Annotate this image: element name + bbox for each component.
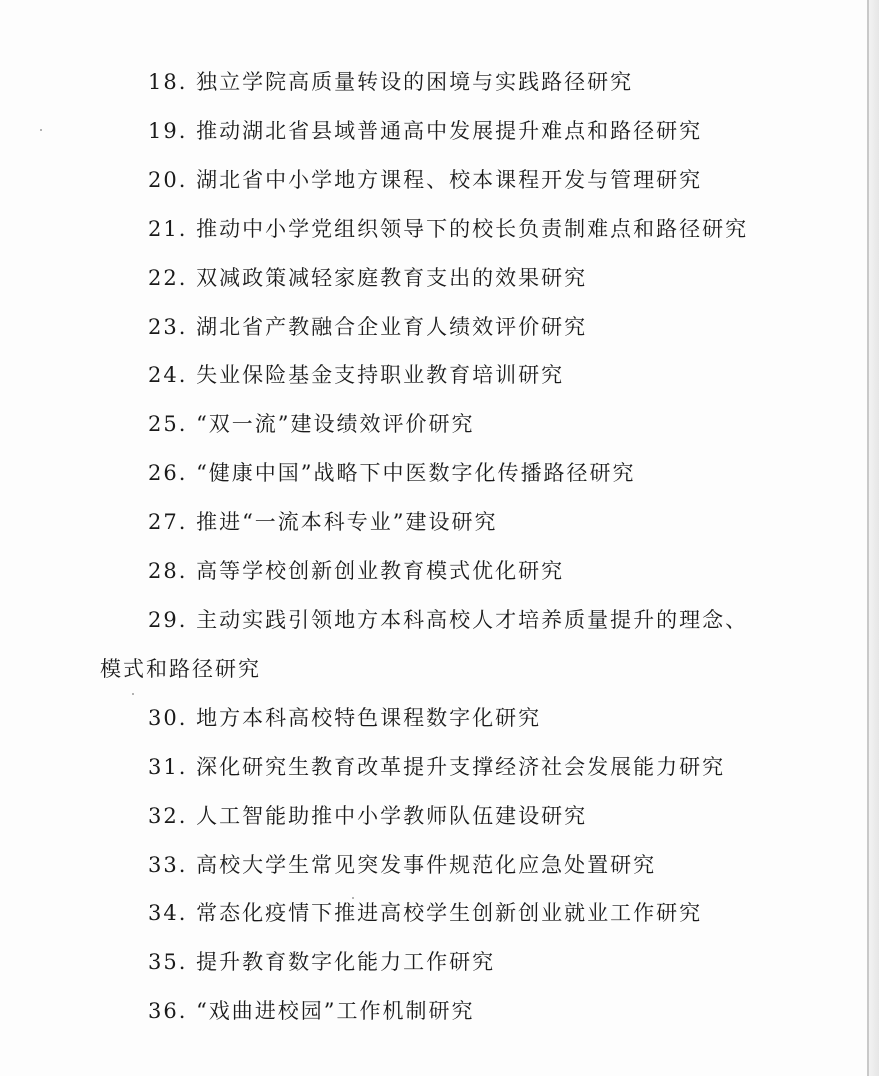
list-item-text: 33. 高校大学生常见突发事件规范化应急处置研究 bbox=[148, 852, 657, 877]
list-item-31 bbox=[0, 743, 860, 792]
topic-list bbox=[0, 58, 860, 1036]
list-item-text: 22. 双减政策减轻家庭教育支出的效果研究 bbox=[148, 265, 588, 290]
list-item-text: 19. 推动湖北省县域普通高中发展提升难点和路径研究 bbox=[148, 118, 703, 143]
list-item-18 bbox=[0, 58, 860, 107]
list-item-text: 18. 独立学院高质量转设的困境与实践路径研究 bbox=[148, 70, 634, 94]
list-item-28 bbox=[0, 547, 860, 596]
list-item-23 bbox=[0, 303, 860, 352]
page-edge-line bbox=[867, 0, 869, 1076]
list-item-26 bbox=[0, 449, 860, 498]
list-item-29 bbox=[0, 596, 860, 645]
list-item-19 bbox=[0, 107, 860, 156]
list-item-32 bbox=[0, 792, 860, 841]
list-item-text: 30. 地方本科高校特色课程数字化研究 bbox=[148, 705, 542, 730]
list-item-text: 24. 失业保险基金支持职业教育培训研究 bbox=[148, 363, 565, 388]
list-item-text: 26. “健康中国”战略下中医数字化传播路径研究 bbox=[148, 461, 636, 486]
list-item-29-continuation bbox=[0, 645, 860, 694]
page-edge-shadow bbox=[869, 0, 879, 1076]
list-item-text: 模式和路径研究 bbox=[100, 656, 261, 681]
list-item-text: 21. 推动中小学党组织领导下的校长负责制难点和路径研究 bbox=[148, 216, 749, 241]
list-item-text: 20. 湖北省中小学地方课程、校本课程开发与管理研究 bbox=[148, 167, 703, 192]
list-item-text: 32. 人工智能助推中小学教师队伍建设研究 bbox=[148, 803, 588, 828]
list-item-30 bbox=[0, 694, 860, 743]
list-item-24 bbox=[0, 351, 860, 400]
list-item-text: 35. 提升教育数字化能力工作研究 bbox=[148, 950, 496, 975]
list-item-35 bbox=[0, 938, 860, 987]
list-item-33 bbox=[0, 841, 860, 890]
list-item-20 bbox=[0, 156, 860, 205]
list-item-text: 31. 深化研究生教育改革提升支撑经济社会发展能力研究 bbox=[148, 754, 726, 779]
list-item-text: 34. 常态化疫情下推进高校学生创新创业就业工作研究 bbox=[148, 901, 703, 926]
list-item-text: 23. 湖北省产教融合企业育人绩效评价研究 bbox=[148, 314, 588, 339]
list-item-text: 28. 高等学校创新创业教育模式优化研究 bbox=[148, 559, 565, 584]
list-item-25 bbox=[0, 400, 860, 449]
list-item-text: 27. 推进“一流本科专业”建设研究 bbox=[148, 510, 498, 535]
list-item-text: 29. 主动实践引领地方本科高校人才培养质量提升的理念、 bbox=[148, 607, 749, 632]
list-item-22 bbox=[0, 254, 860, 303]
list-item-text: 25. “双一流”建设绩效评价研究 bbox=[148, 412, 475, 437]
list-item-text: 36. “戏曲进校园”工作机制研究 bbox=[148, 999, 475, 1024]
list-item-36 bbox=[0, 987, 860, 1036]
list-item-21 bbox=[0, 205, 860, 254]
list-item-34 bbox=[0, 889, 860, 938]
list-item-27 bbox=[0, 498, 860, 547]
